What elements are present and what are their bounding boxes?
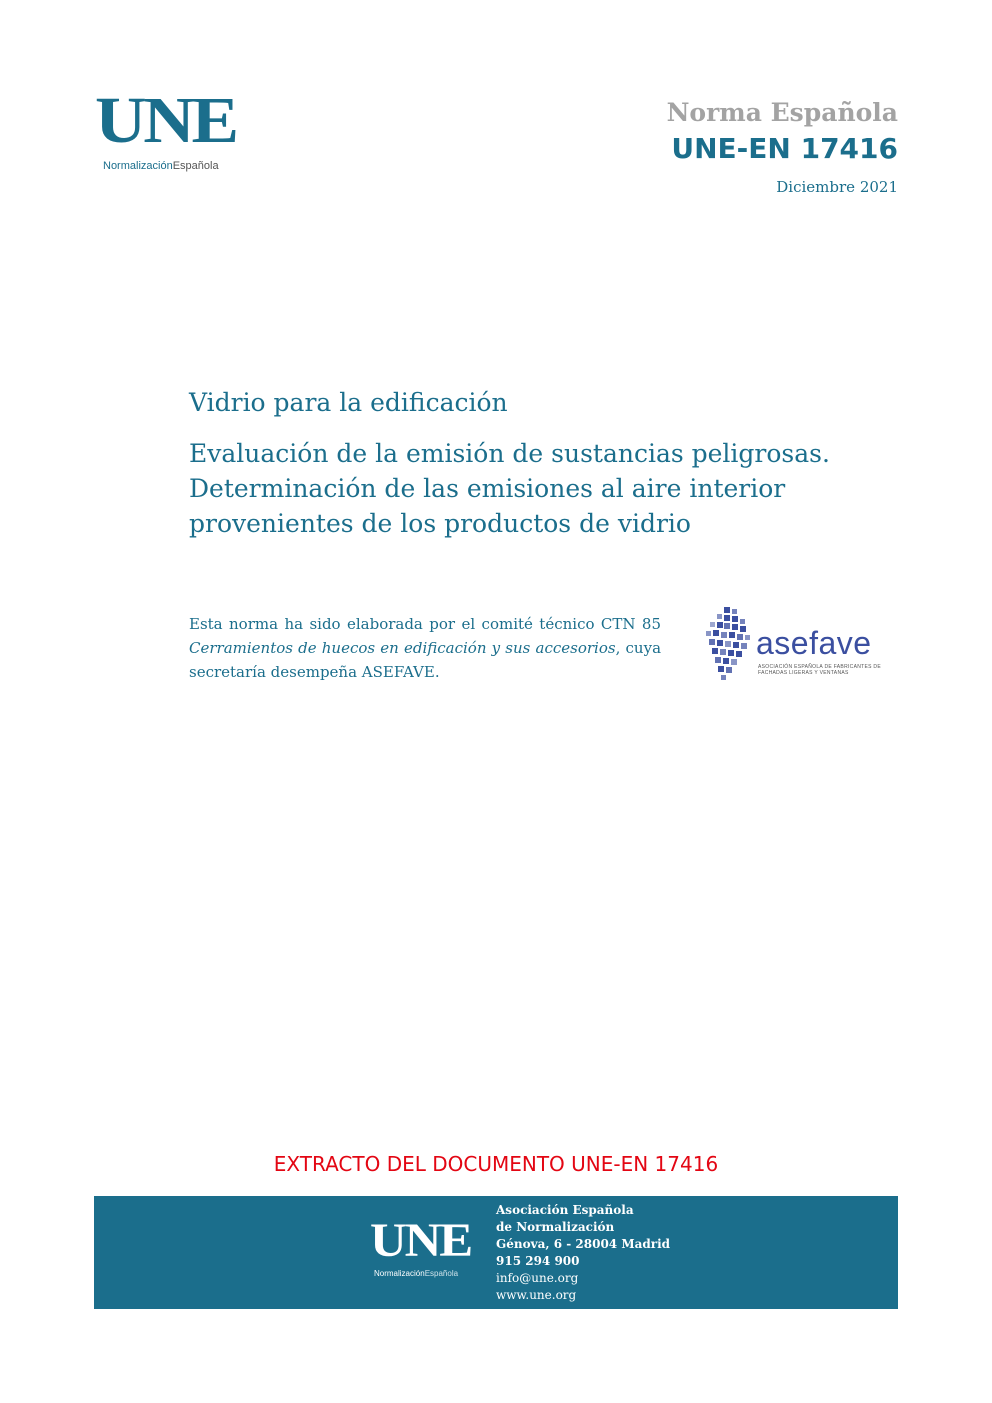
footer-band xyxy=(94,1196,898,1309)
org-web-link[interactable]: www.une.org xyxy=(496,1288,577,1302)
org-name-line2: de Normalización xyxy=(496,1220,615,1234)
asefave-tagline: ASOCIACIÓN ESPAÑOLA DE FABRICANTES DE FACHADAS LIGERAS Y VENTANAS xyxy=(758,664,881,676)
org-email-link[interactable]: info@une.org xyxy=(496,1271,579,1285)
une-logo-mark: UNE xyxy=(95,84,236,157)
une-logo-subtitle-b: Española xyxy=(172,160,219,172)
footer-logo-subtitle xyxy=(374,1269,458,1278)
footer-contact xyxy=(496,1202,670,1304)
committee-name: Cerramientos de huecos en edificación y sus accesorios xyxy=(189,639,616,657)
committee-statement xyxy=(189,612,661,684)
main-title: Vidrio para la edificación xyxy=(189,388,508,417)
document-header xyxy=(667,98,898,196)
org-address: Génova, 6 - 28004 Madrid xyxy=(496,1237,671,1251)
footer-une-logo xyxy=(370,1216,480,1286)
une-logo-subtitle-a: Normalización xyxy=(103,160,173,172)
committee-text-after: , cuya secretaría desempeña ASEFAVE. xyxy=(189,639,662,681)
subtitle-block xyxy=(189,436,889,541)
standard-kind: Norma Española xyxy=(666,98,898,127)
asefave-wordmark: asefave xyxy=(756,625,872,661)
asefave-logo xyxy=(704,605,894,687)
standard-code: UNE-EN 17416 xyxy=(671,132,898,165)
asefave-grid-icon xyxy=(704,605,754,687)
standard-date: Diciembre 2021 xyxy=(776,178,898,196)
subtitle-line: Determinación de las emisiones al aire interior xyxy=(189,474,786,503)
footer-logo-mark: UNE xyxy=(370,1214,472,1267)
committee-text-before: Esta norma ha sido elaborada por el comité técnico CTN 85 xyxy=(189,615,661,633)
footer-logo-subtitle-a: Normalización xyxy=(374,1269,425,1278)
subtitle-line: provenientes de los productos de vidrio xyxy=(189,509,691,538)
footer-logo-subtitle-b: Española xyxy=(424,1269,459,1278)
subtitle-line: Evaluación de la emisión de sustancias peligrosas. xyxy=(189,439,830,468)
extract-label: EXTRACTO DEL DOCUMENTO UNE-EN 17416 xyxy=(273,1152,719,1176)
une-logo-subtitle xyxy=(103,160,219,172)
une-logo xyxy=(95,84,245,178)
org-name-line1: Asociación Española xyxy=(496,1203,634,1217)
org-phone: 915 294 900 xyxy=(496,1254,580,1268)
